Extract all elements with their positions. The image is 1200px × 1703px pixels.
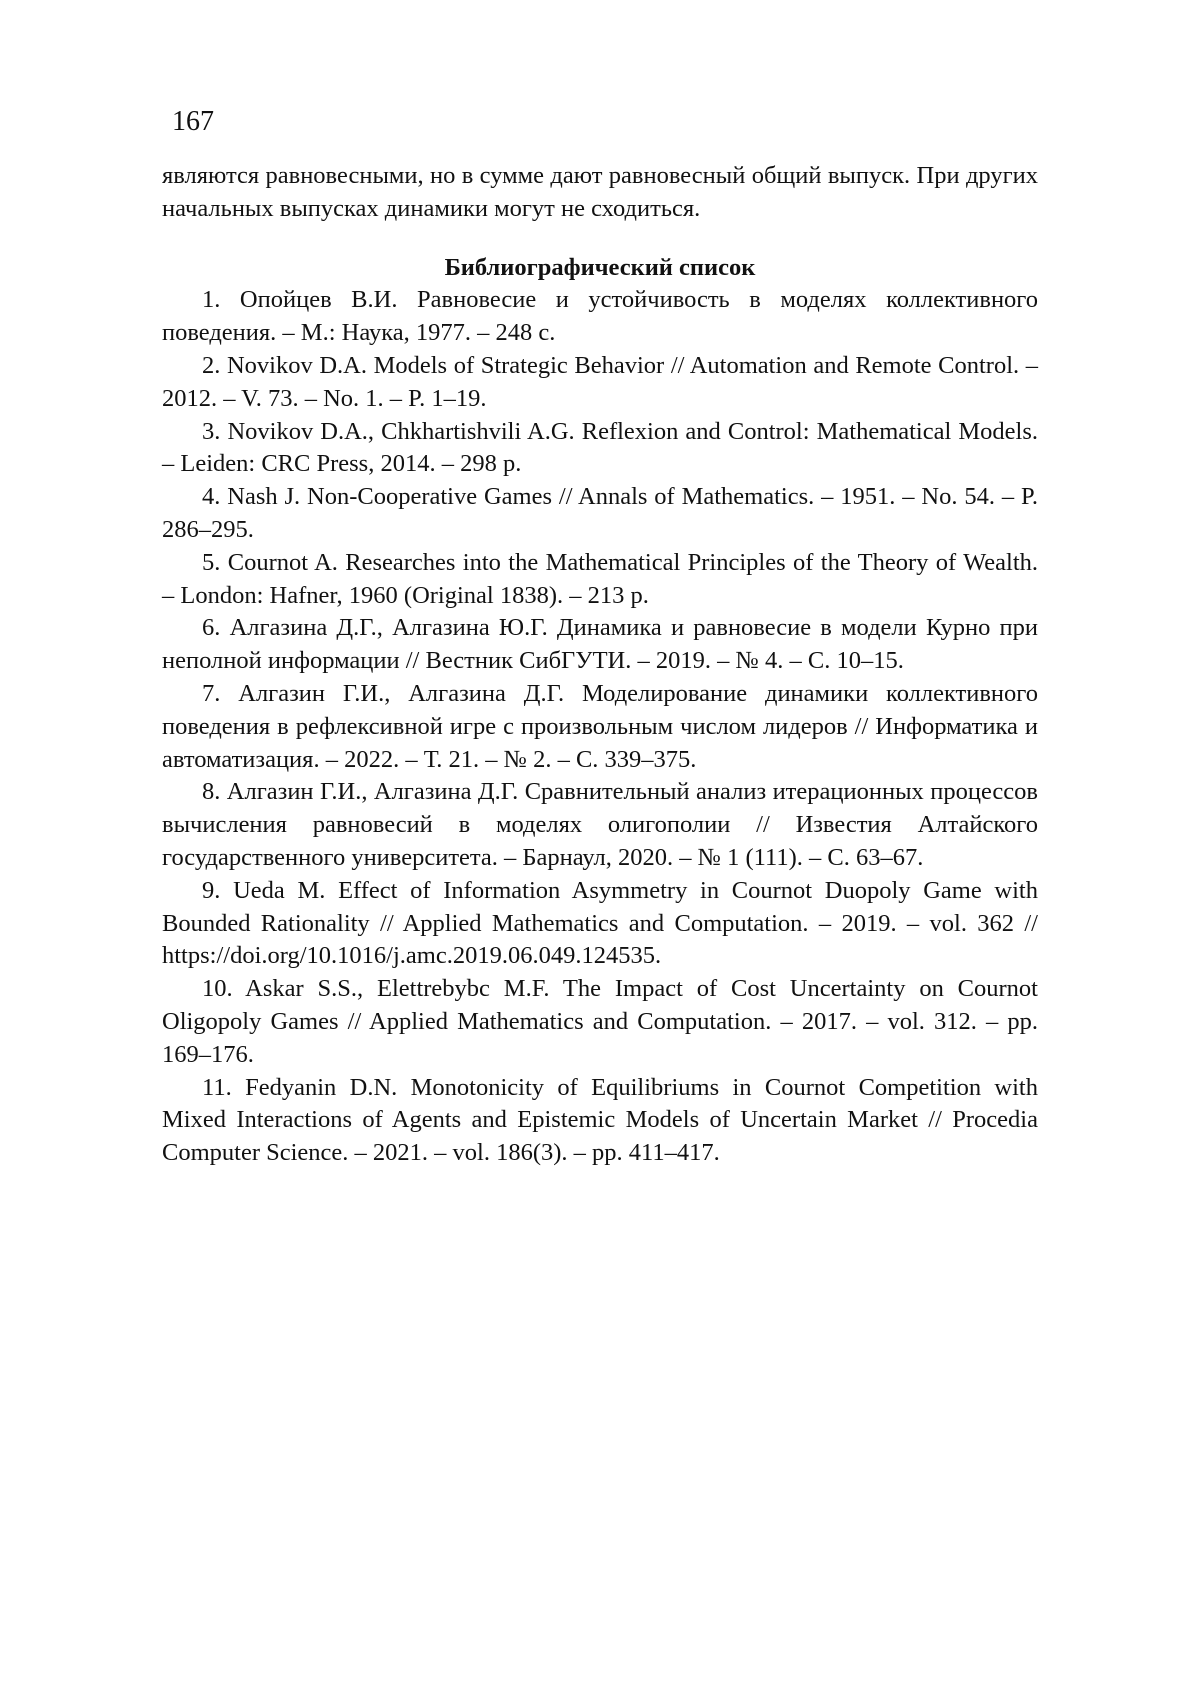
- bibliography-item: 11. Fedyanin D.N. Monotonicity of Equilibriums in Cournot Competition with Mixed Interactions of Agents and Epistemic Models of Uncertain Market // Procedia Computer Science. – 2021. – vol. 186(3). – pp. 411–417.: [162, 1072, 1038, 1170]
- bibliography-item: 4. Nash J. Non-Cooperative Games // Annals of Mathematics. – 1951. – No. 54. – P. 286–295.: [162, 481, 1038, 547]
- bibliography-item: 7. Алгазин Г.И., Алгазина Д.Г. Моделирование динамики коллективного поведения в рефлексивной игре с произвольным числом лидеров // Информатика и автоматизация. – 2022. – Т. 21. – № 2. – С. 339–375.: [162, 678, 1038, 776]
- bibliography-item: 1. Опойцев В.И. Равновесие и устойчивость в моделях коллективного поведения. – М.: Наука, 1977. – 248 с.: [162, 284, 1038, 350]
- body-paragraph: являются равновесными, но в сумме дают равновесный общий выпуск. При других начальных выпусках динамики могут не сходиться.: [162, 160, 1038, 226]
- bibliography-item: 2. Novikov D.A. Models of Strategic Behavior // Automation and Remote Control. – 2012. – V. 73. – No. 1. – P. 1–19.: [162, 350, 1038, 416]
- bibliography-item: 8. Алгазин Г.И., Алгазина Д.Г. Сравнительный анализ итерационных процессов вычисления равновесий в моделях олигополии // Известия Алтайского государственного университета. – Барнаул, 2020. – № 1 (111). – С. 63–67.: [162, 776, 1038, 874]
- bibliography-item: 10. Askar S.S., Elettrebybc M.F. The Impact of Cost Uncertainty on Cournot Oligopoly Games // Applied Mathematics and Computation. – 2017. – vol. 312. – pp. 169–176.: [162, 973, 1038, 1071]
- page-content: [162, 160, 1038, 1170]
- bibliography-item: 6. Алгазина Д.Г., Алгазина Ю.Г. Динамика и равновесие в модели Курно при неполной информации // Вестник СибГУТИ. – 2019. – № 4. – С. 10–15.: [162, 612, 1038, 678]
- document-page: [0, 0, 1200, 1703]
- bibliography-list: [162, 284, 1038, 1170]
- page-number: 167: [172, 104, 214, 140]
- bibliography-item: 5. Cournot A. Researches into the Mathematical Principles of the Theory of Wealth. – London: Hafner, 1960 (Original 1838). – 213 p.: [162, 547, 1038, 613]
- bibliography-heading: Библиографический список: [162, 252, 1038, 285]
- bibliography-item: 9. Ueda M. Effect of Information Asymmetry in Cournot Duopoly Game with Bounded Rationality // Applied Mathematics and Computation. – 2019. – vol. 362 // https://doi.org/10.1016/j.amc.2019.06.049.124535.: [162, 875, 1038, 973]
- bibliography-item: 3. Novikov D.A., Chkhartishvili A.G. Reflexion and Control: Mathematical Models. – Leiden: CRC Press, 2014. – 298 p.: [162, 416, 1038, 482]
